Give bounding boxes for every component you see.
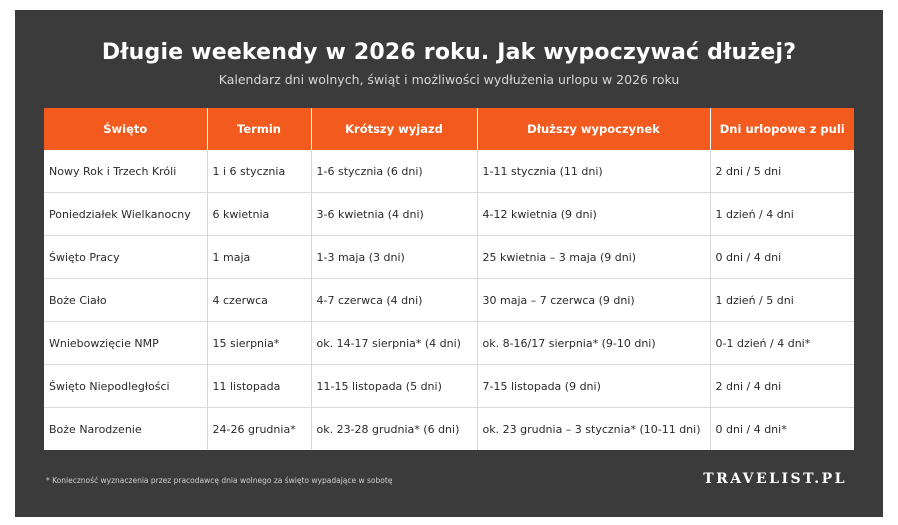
table-row: [44, 236, 854, 279]
cell-long-trip: 25 kwietnia – 3 maja (9 dni): [477, 236, 710, 279]
cell-holiday: Boże Ciało: [44, 279, 207, 322]
cell-short-trip: 1-6 stycznia (6 dni): [311, 150, 477, 193]
cell-holiday: Poniedziałek Wielkanocny: [44, 193, 207, 236]
cell-date: 6 kwietnia: [207, 193, 311, 236]
cell-holiday: Święto Niepodległości: [44, 365, 207, 408]
cell-date: 24-26 grudnia*: [207, 408, 311, 451]
brand-logo: TRAVELIST.PL: [703, 471, 847, 487]
cell-holiday: Wniebowzięcie NMP: [44, 322, 207, 365]
cell-short-trip: 3-6 kwietnia (4 dni): [311, 193, 477, 236]
cell-long-trip: ok. 8-16/17 sierpnia* (9-10 dni): [477, 322, 710, 365]
table-row: [44, 365, 854, 408]
cell-date: 11 listopada: [207, 365, 311, 408]
table-row: [44, 193, 854, 236]
cell-leave-days: 0 dni / 4 dni: [710, 236, 854, 279]
column-header-date: Termin: [207, 108, 311, 150]
cell-leave-days: 0-1 dzień / 4 dni*: [710, 322, 854, 365]
cell-long-trip: 4-12 kwietnia (9 dni): [477, 193, 710, 236]
column-header-leave-days: Dni urlopowe z puli: [710, 108, 854, 150]
column-header-short-trip: Krótszy wyjazd: [311, 108, 477, 150]
table-header-row: [44, 108, 854, 150]
cell-holiday: Nowy Rok i Trzech Króli: [44, 150, 207, 193]
cell-holiday: Boże Narodzenie: [44, 408, 207, 451]
cell-leave-days: 2 dni / 5 dni: [710, 150, 854, 193]
cell-leave-days: 0 dni / 4 dni*: [710, 408, 854, 451]
cell-leave-days: 2 dni / 4 dni: [710, 365, 854, 408]
page-subtitle: Kalendarz dni wolnych, świąt i możliwości wydłużenia urlopu w 2026 roku: [218, 72, 680, 87]
cell-holiday: Święto Pracy: [44, 236, 207, 279]
cell-leave-days: 1 dzień / 5 dni: [710, 279, 854, 322]
cell-long-trip: 7-15 listopada (9 dni): [477, 365, 710, 408]
cell-leave-days: 1 dzień / 4 dni: [710, 193, 854, 236]
infographic-panel: [15, 10, 883, 517]
cell-date: 1 i 6 stycznia: [207, 150, 311, 193]
table-row: [44, 322, 854, 365]
cell-long-trip: 30 maja – 7 czerwca (9 dni): [477, 279, 710, 322]
cell-long-trip: ok. 23 grudnia – 3 stycznia* (10-11 dni): [477, 408, 710, 451]
column-header-holiday: Święto: [44, 108, 207, 150]
table-row: [44, 408, 854, 451]
table-row: [44, 279, 854, 322]
cell-short-trip: 4-7 czerwca (4 dni): [311, 279, 477, 322]
column-header-long-trip: Dłuższy wypoczynek: [477, 108, 710, 150]
holidays-table: [44, 108, 854, 450]
cell-short-trip: 1-3 maja (3 dni): [311, 236, 477, 279]
cell-long-trip: 1-11 stycznia (11 dni): [477, 150, 710, 193]
footnote: * Konieczność wyznaczenia przez pracodawcę dnia wolnego za święto wypadające w sobotę: [46, 476, 393, 485]
cell-date: 1 maja: [207, 236, 311, 279]
cell-date: 15 sierpnia*: [207, 322, 311, 365]
cell-short-trip: ok. 23-28 grudnia* (6 dni): [311, 408, 477, 451]
cell-short-trip: 11-15 listopada (5 dni): [311, 365, 477, 408]
page-title: Długie weekendy w 2026 roku. Jak wypoczywać dłużej?: [101, 40, 797, 65]
cell-short-trip: ok. 14-17 sierpnia* (4 dni): [311, 322, 477, 365]
cell-date: 4 czerwca: [207, 279, 311, 322]
table-row: [44, 150, 854, 193]
